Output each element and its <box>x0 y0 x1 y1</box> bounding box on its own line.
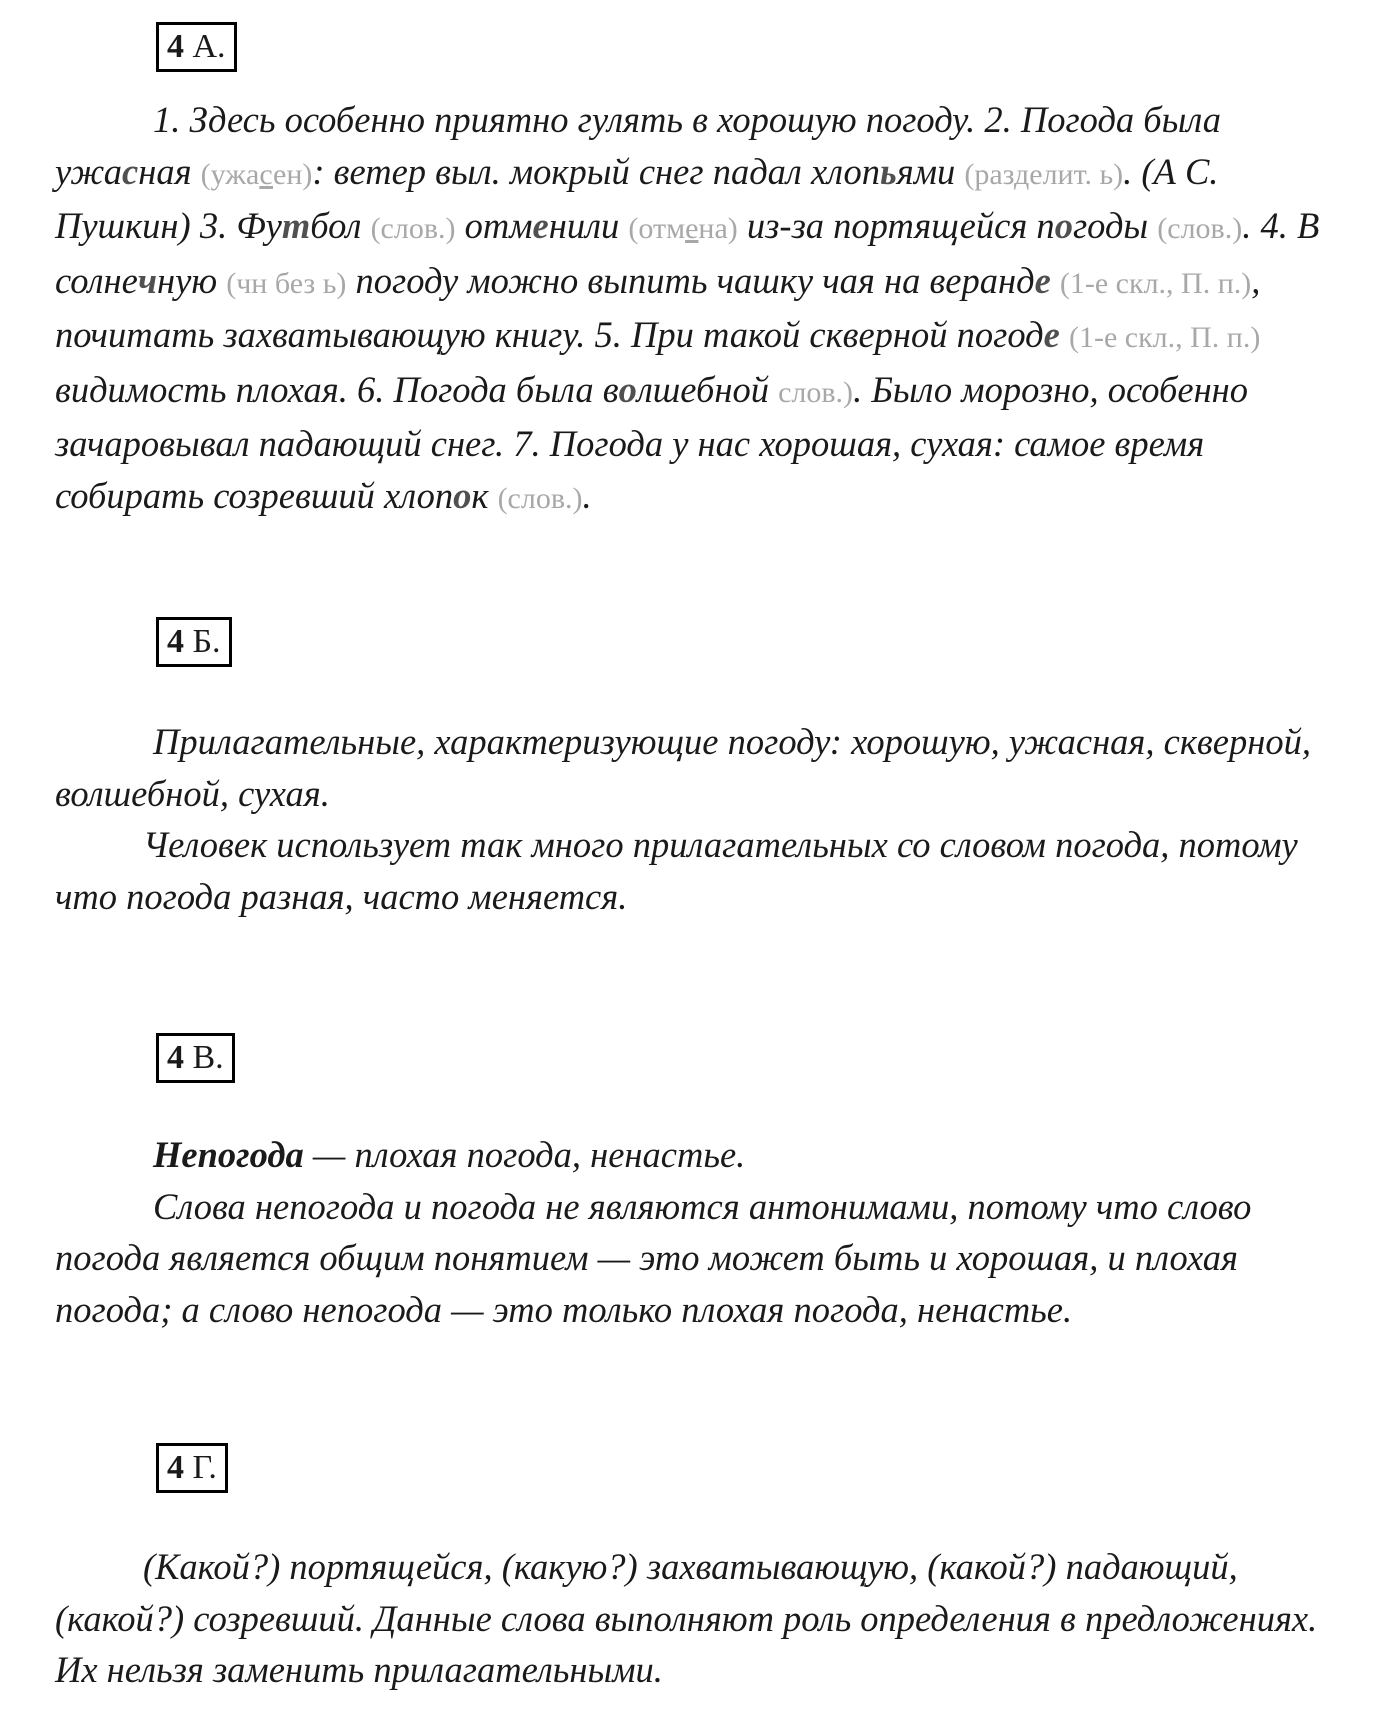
text-run: : ветер выл. мокрый снег падал хлоп <box>312 150 881 192</box>
text-run: 1. Здесь особенно приятно гулять в хорошую погоду. 2. Погода была ужа <box>55 99 1221 192</box>
grammar-hint: (1-е скл., П. п.) <box>1068 321 1261 354</box>
grammar-hint: (слов.) <box>1157 212 1243 245</box>
highlighted-letter: ь <box>880 150 897 192</box>
text-run: . Было морозно, особенно зачаровывал падающий снег. 7. Погода у нас хорошая, сухая: самое время собирать созревший хлоп <box>55 368 1249 516</box>
text-run: . <box>582 474 592 516</box>
answer-paragraph: (Какой?) портящейся, (какую?) захватывающую, (какой?) падающий, (какой?) созревший. Данные слова выполняют роль определения в предложениях. Их нельзя заменить прилагательными. <box>55 1546 1318 1690</box>
highlighted-letter: т <box>281 205 311 246</box>
definition-paragraph <box>55 1129 1350 1181</box>
section-c-text <box>55 1129 1350 1335</box>
section-label-number: 4 <box>167 1039 184 1076</box>
grammar-hint: слов.) <box>778 375 854 409</box>
text-run: погоду можно выпить чашку чая на веранд <box>346 259 1035 301</box>
text-run: из-за портящейся п <box>737 205 1055 246</box>
section-label-number: 4 <box>167 1449 184 1486</box>
section-label-a <box>156 22 237 72</box>
text-run: . (А С. Пушкин) 3. Фу <box>55 150 1219 246</box>
section-label-letter: Б. <box>184 623 221 660</box>
hint-run: на) <box>698 212 738 245</box>
highlighted-letter: е <box>532 205 549 246</box>
grammar-hint: (чн без ь) <box>226 266 347 300</box>
section-a-text <box>55 94 1350 524</box>
highlighted-letter: о <box>618 368 637 410</box>
text-run <box>1051 260 1060 301</box>
grammar-hint <box>201 158 313 191</box>
grammar-hint: (1-е скл., П. п.) <box>1059 266 1252 300</box>
text-run: . 4. В солне <box>55 205 1320 301</box>
hint-run: (отм <box>628 212 686 245</box>
answer-paragraph: Прилагательные, характеризующие погоду: хорошую, ужасная, скверной, волшебной, сухая. <box>55 721 1311 814</box>
section-label-letter: А. <box>184 28 226 65</box>
section-label-number: 4 <box>167 623 184 660</box>
defined-term: Непогода <box>153 1134 304 1175</box>
exercise-paragraph <box>55 94 1350 524</box>
grammar-hint: (разделит. ь) <box>964 157 1124 191</box>
definition-text: — плохая погода, ненастье. <box>303 1134 746 1175</box>
text-run <box>1060 314 1069 355</box>
answer-paragraph: Человек использует так много прилагательных со словом погода, потому что погода разная, часто меняется. <box>55 824 1298 917</box>
section-label-b <box>156 617 232 667</box>
hint-run: ен) <box>273 157 313 191</box>
section-label-number: 4 <box>167 28 184 65</box>
section-label-d <box>156 1443 228 1493</box>
highlighted-letter: о <box>1054 205 1073 246</box>
grammar-hint: (слов.) <box>370 212 456 245</box>
highlighted-letter: о <box>453 474 472 516</box>
highlighted-letter: е <box>1043 314 1060 355</box>
text-run: видимость плохая. 6. Погода была в <box>55 368 619 410</box>
section-label-letter: В. <box>184 1039 224 1076</box>
hint-run: (ужа <box>200 157 260 191</box>
hint-underlined-letter: с <box>259 157 273 191</box>
section-b-text <box>55 716 1350 922</box>
text-run: ями <box>896 150 965 192</box>
highlighted-letter: с <box>122 150 139 192</box>
text-run: лшебной <box>636 368 779 410</box>
text-run: отм <box>455 205 533 246</box>
section-d-text <box>55 1541 1350 1696</box>
text-run: ную <box>157 259 227 301</box>
text-run: , почитать захватывающую книгу. 5. При такой скверной погод <box>55 259 1261 355</box>
highlighted-letter: ч <box>137 259 158 301</box>
text-run: ная <box>138 150 201 192</box>
grammar-hint <box>628 212 737 245</box>
text-run: к <box>471 474 498 516</box>
text-run: годы <box>1072 205 1158 246</box>
grammar-hint: (слов.) <box>497 481 583 515</box>
text-run: бол <box>310 205 371 246</box>
text-run: нили <box>548 205 629 246</box>
answer-paragraph: Слова непогода и погода не являются антонимами, потому что слово погода является общим понятием — это может быть и хорошая, и плохая погода; а слово непогода — это только плохая погода, ненастье. <box>55 1185 1252 1330</box>
hint-underlined-letter: е <box>685 212 699 245</box>
section-label-c <box>156 1033 235 1083</box>
highlighted-letter: е <box>1034 259 1051 301</box>
section-label-letter: Г. <box>184 1449 217 1486</box>
